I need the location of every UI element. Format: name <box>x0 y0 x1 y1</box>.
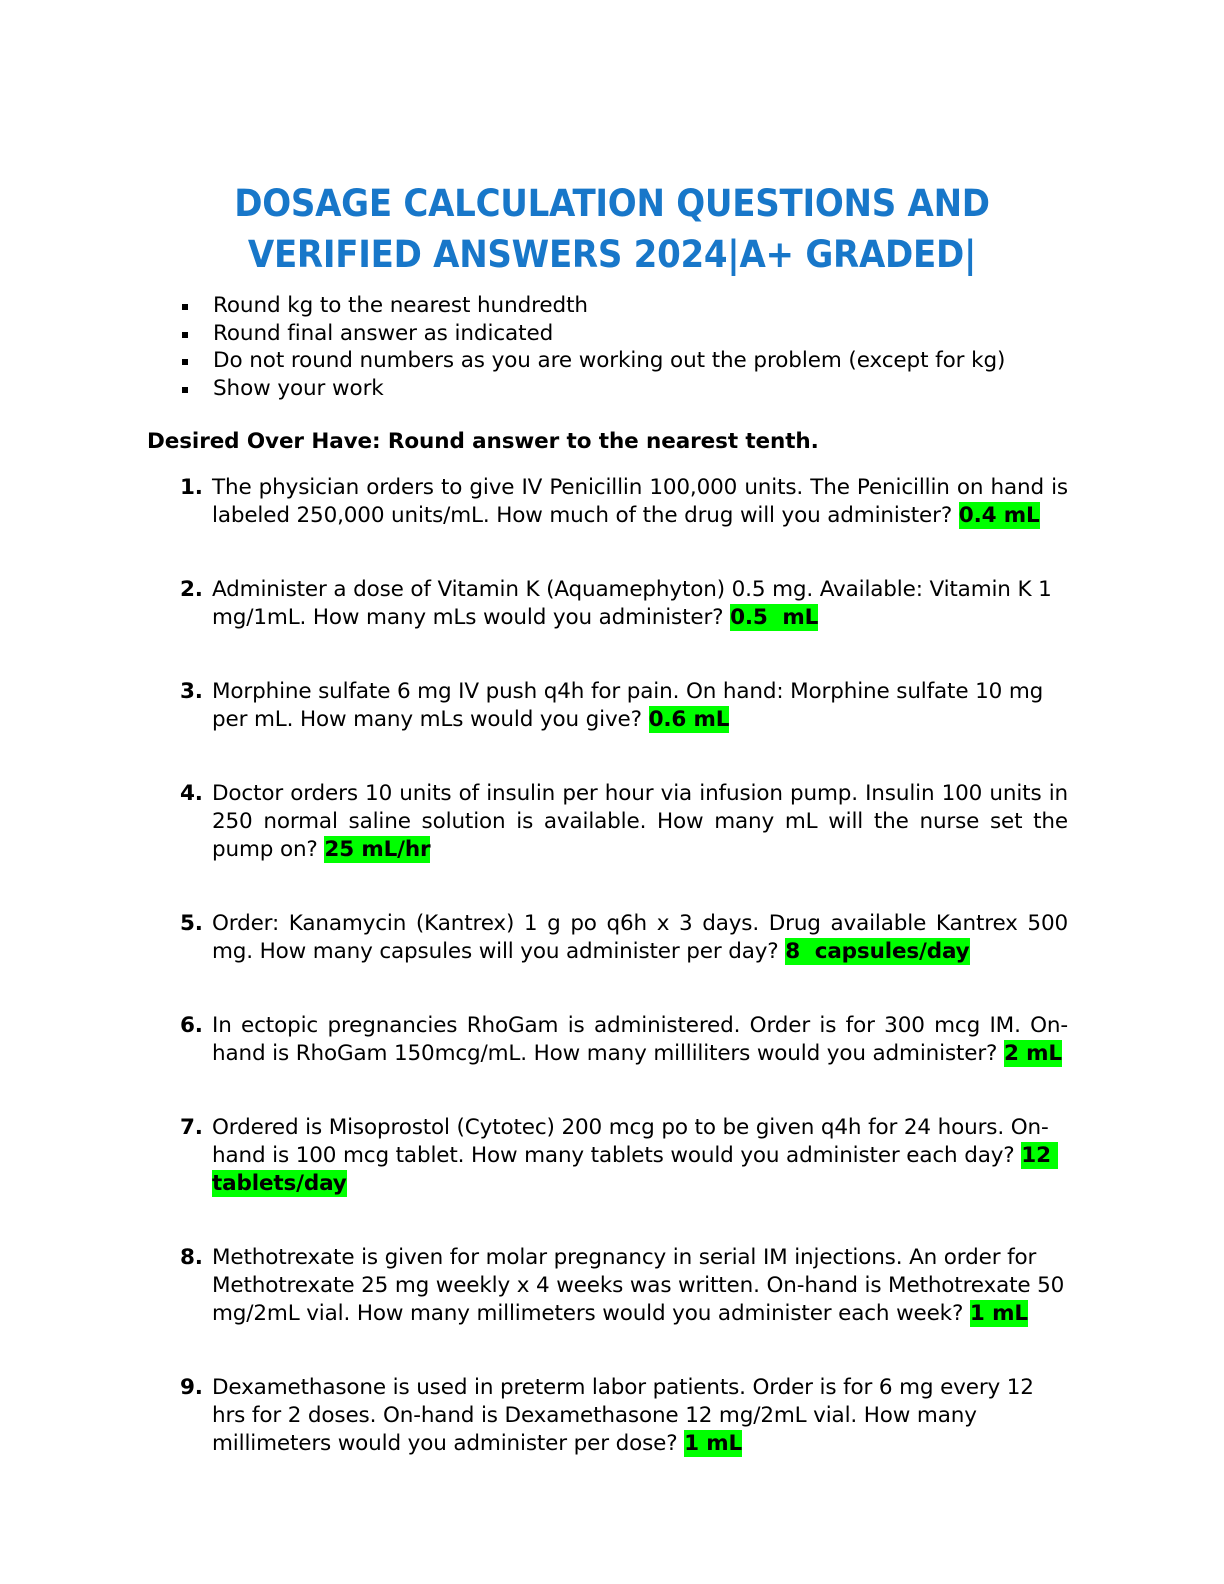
question-number: 1. <box>180 475 203 501</box>
instruction-item <box>213 320 1224 348</box>
highlighted-answer: 1 mL <box>969 1301 1028 1327</box>
question-body <box>212 576 1068 632</box>
highlighted-answer: 2 mL <box>1004 1041 1062 1067</box>
instruction-text: Round final answer as indicated <box>213 320 554 346</box>
question-body <box>212 1012 1068 1068</box>
question-number: 2. <box>180 577 203 603</box>
question-item <box>180 1114 1068 1198</box>
square-bullet-icon <box>182 332 188 338</box>
instruction-item <box>213 347 1224 375</box>
question-number: 7. <box>180 1115 203 1141</box>
question-item <box>180 780 1068 864</box>
highlighted-answer: 0.5 mL <box>730 605 819 631</box>
question-item <box>180 678 1068 734</box>
question-text: Methotrexate is given for molar pregnancy in serial IM injections. An order for Methotrexate 25 mg weekly x 4 weeks was written. On-hand is Methotrexate 50 mg/2mL vial. How many millimeters would you administer each week? <box>212 1245 1065 1327</box>
instruction-text: Do not round numbers as you are working out the problem (except for kg) <box>213 348 1006 374</box>
question-text: Doctor orders 10 units of insulin per hour via infusion pump. Insulin 100 units in 250 normal saline solution is available. How many mL will the nurse set the pump on? <box>212 781 1068 863</box>
question-number: 4. <box>180 781 203 807</box>
question-number: 3. <box>180 679 203 705</box>
question-text: Administer a dose of Vitamin K (Aquamephyton) 0.5 mg. Available: Vitamin K 1 mg/1mL. How many mLs would you administer? <box>212 577 1052 631</box>
square-bullet-icon <box>182 387 188 393</box>
question-number: 6. <box>180 1013 203 1039</box>
question-body <box>212 678 1068 734</box>
page-title <box>49 0 1175 280</box>
question-body <box>212 1244 1068 1328</box>
question-body <box>212 910 1068 966</box>
question-number: 5. <box>180 911 203 937</box>
question-body <box>212 1114 1068 1198</box>
question-body <box>212 1374 1068 1458</box>
page-title-line-1: DOSAGE CALCULATION QUESTIONS AND <box>234 182 990 225</box>
instruction-item <box>213 375 1224 403</box>
question-text: Morphine sulfate 6 mg IV push q4h for pain. On hand: Morphine sulfate 10 mg per mL. How many mLs would you give? <box>212 679 1044 733</box>
question-item <box>180 1374 1068 1458</box>
highlighted-answer: 0.6 mL <box>648 707 730 733</box>
question-item <box>180 1012 1068 1068</box>
square-bullet-icon <box>182 359 188 365</box>
question-item <box>180 474 1068 530</box>
square-bullet-icon <box>182 304 188 310</box>
question-body <box>212 474 1068 530</box>
instruction-item <box>213 292 1224 320</box>
question-text: Ordered is Misoprostol (Cytotec) 200 mcg po to be given q4h for 24 hours. On-hand is 100 mcg tablet. How many tablets would you administer each day? <box>212 1115 1049 1169</box>
instruction-list <box>0 292 1224 402</box>
instruction-text: Show your work <box>213 375 384 401</box>
section-heading: Desired Over Have: Round answer to the nearest tenth. <box>147 429 819 455</box>
highlighted-answer: 8 capsules/day <box>785 939 970 965</box>
question-list <box>0 474 1224 1458</box>
question-text: Order: Kanamycin (Kantrex) 1 g po q6h x 3 days. Drug available Kantrex 500 mg. How many capsules will you administer per day? <box>212 911 1068 965</box>
question-number: 9. <box>180 1375 203 1401</box>
highlighted-answer: 0.4 mL <box>958 503 1040 529</box>
question-number: 8. <box>180 1245 203 1271</box>
instruction-text: Round kg to the nearest hundredth <box>213 293 588 319</box>
question-item <box>180 1244 1068 1328</box>
question-item <box>180 910 1068 966</box>
question-item <box>180 576 1068 632</box>
question-text: The physician orders to give IV Penicillin 100,000 units. The Penicillin on hand is labeled 250,000 units/mL. How much of the drug will you administer? <box>212 475 1068 529</box>
highlighted-answer: 1 mL <box>684 1431 743 1457</box>
question-text: In ectopic pregnancies RhoGam is administered. Order is for 300 mcg IM. On-hand is RhoGam 150mcg/mL. How many milliliters would you administer? <box>212 1013 1068 1067</box>
question-body <box>212 780 1068 864</box>
highlighted-answer: 25 mL/hr <box>324 837 431 863</box>
page-title-line-2: VERIFIED ANSWERS 2024|A+ GRADED| <box>247 233 977 277</box>
highlighted-answer: 12 tablets/day <box>212 1143 1059 1197</box>
question-text: Dexamethasone is used in preterm labor patients. Order is for 6 mg every 12 hrs for 2 doses. On-hand is Dexamethasone 12 mg/2mL vial. How many millimeters would you administer per dose? <box>212 1375 1034 1457</box>
